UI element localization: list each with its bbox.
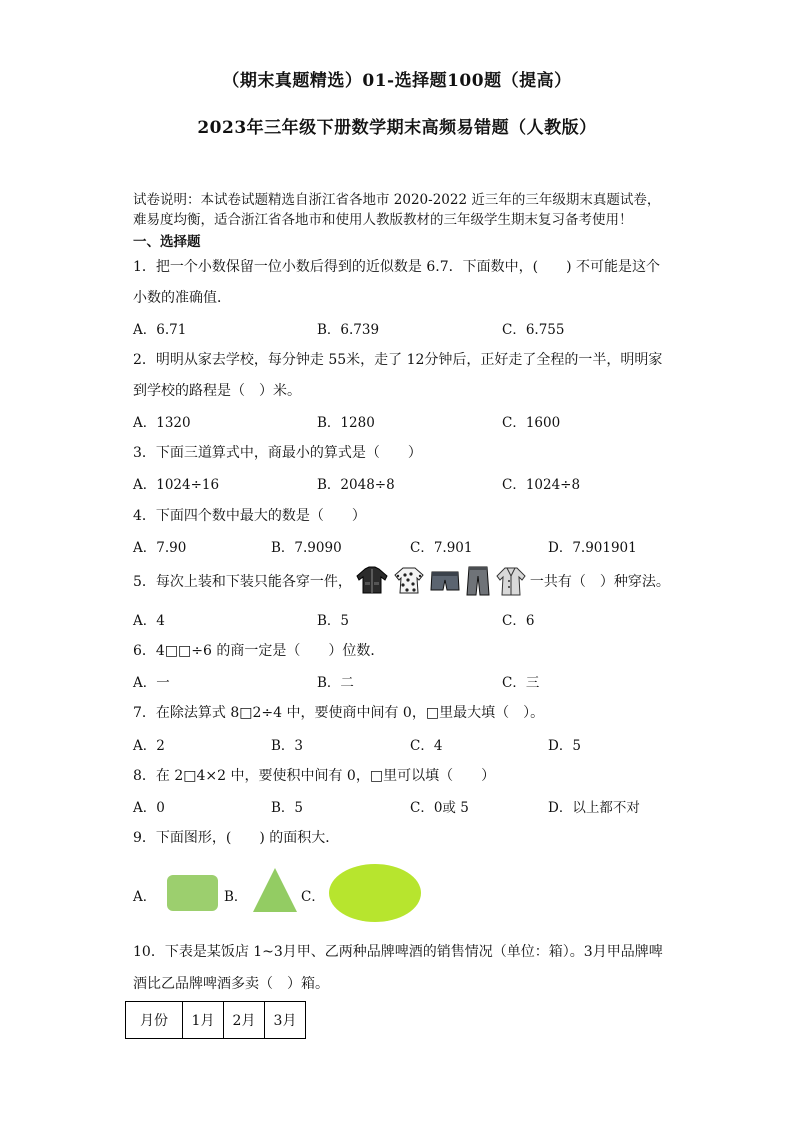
question-9-option-b[interactable]: B． <box>224 889 248 905</box>
question-6-option-a[interactable]: A．一 <box>133 675 170 691</box>
question-6-text: 6．4□□÷6 的商一定是（ ）位数． <box>133 643 385 659</box>
question-2-option-b[interactable]: B．1280 <box>317 415 375 431</box>
page-title-line2: 2023年三年级下册数学期末高频易错题（人教版） <box>197 118 597 138</box>
question-4-option-b[interactable]: B．7.9090 <box>271 540 342 556</box>
question-7-option-c[interactable]: C．4 <box>410 738 443 754</box>
jacket-icon <box>355 566 389 594</box>
table-row <box>126 1002 306 1039</box>
question-2-text-cont: 到学校的路程是（ ）米。 <box>133 383 301 399</box>
question-1-text-cont: 小数的准确值． <box>133 290 231 306</box>
question-4-text: 4．下面四个数中最大的数是（ ） <box>133 508 366 524</box>
question-5-option-a[interactable]: A．4 <box>133 613 165 629</box>
question-4-option-a[interactable]: A．7.90 <box>133 540 187 556</box>
question-5-option-c[interactable]: C．6 <box>502 613 535 629</box>
triangle-shape <box>252 867 298 913</box>
question-1-option-b[interactable]: B．6.739 <box>317 322 380 338</box>
table-header-cell: 1月 <box>183 1002 224 1039</box>
question-8-option-d[interactable]: D．以上都不对 <box>548 800 640 816</box>
question-2-option-c[interactable]: C．1600 <box>502 415 561 431</box>
coat-icon <box>495 566 527 596</box>
question-2-text: 2．明明从家去学校，每分钟走 55米，走了 12分钟后，正好走了全程的一半，明明家 <box>133 352 663 368</box>
table-header-cell: 3月 <box>265 1002 306 1039</box>
ellipse-shape <box>328 863 422 923</box>
shorts-icon <box>429 566 461 594</box>
table-header-cell: 月份 <box>126 1002 183 1039</box>
question-1-option-c[interactable]: C．6.755 <box>502 322 565 338</box>
question-1-option-a[interactable]: A．6.71 <box>133 322 187 338</box>
clothing-icons <box>355 566 527 596</box>
question-5-text-a: 5．每次上装和下装只能各穿一件， <box>133 574 352 590</box>
question-3-text: 3．下面三道算式中，商最小的算式是（ ） <box>133 445 422 461</box>
question-3-option-c[interactable]: C．1024÷8 <box>502 477 581 493</box>
table-header-cell: 2月 <box>224 1002 265 1039</box>
pants-icon <box>465 566 491 596</box>
polka-dot-top-icon <box>393 566 425 594</box>
question-7-option-b[interactable]: B．3 <box>271 738 304 754</box>
question-3-option-a[interactable]: A．1024÷16 <box>133 477 220 493</box>
question-7-option-a[interactable]: A．2 <box>133 738 165 754</box>
question-9-text: 9．下面图形，( ) 的面积大． <box>133 830 340 846</box>
question-8-option-b[interactable]: B．5 <box>271 800 304 816</box>
question-4-option-d[interactable]: D．7.901901 <box>548 540 637 556</box>
question-10-text: 10．下表是某饭店 1~3月甲、乙两种品牌啤酒的销售情况（单位：箱）。3月甲品牌啤 <box>133 944 663 960</box>
question-3-option-b[interactable]: B．2048÷8 <box>317 477 395 493</box>
question-6-option-c[interactable]: C．三 <box>502 675 540 691</box>
question-7-text: 7．在除法算式 8□2÷4 中，要使商中间有 0，□里最大填（ ）。 <box>133 705 545 721</box>
question-9-option-c[interactable]: C． <box>301 889 325 905</box>
question-5-option-b[interactable]: B．5 <box>317 613 350 629</box>
question-7-option-d[interactable]: D．5 <box>548 738 581 754</box>
question-8-option-a[interactable]: A．0 <box>133 800 165 816</box>
rectangle-shape <box>167 875 218 911</box>
page-title-line1: （期末真题精选）01-选择题100题（提高） <box>222 71 572 91</box>
question-8-option-c[interactable]: C．0或 5 <box>410 800 469 816</box>
question-10-text-cont: 酒比乙品牌啤酒多卖（ ）箱。 <box>133 976 329 992</box>
question-5-text <box>133 566 670 596</box>
question-6-option-b[interactable]: B．二 <box>317 675 354 691</box>
question-5-text-b: 一共有（ ）种穿法。 <box>529 574 670 590</box>
question-1-text: 1．把一个小数保留一位小数后得到的近似数是 6.7．下面数中，( ) 不可能是这个 <box>133 259 660 275</box>
question-2-option-a[interactable]: A．1320 <box>133 415 191 431</box>
intro-line-1: 试卷说明：本试卷试题精选自浙江省各地市 2020-2022 近三年的三年级期末真题试卷， <box>133 192 661 208</box>
sales-table <box>125 1001 306 1039</box>
question-4-option-c[interactable]: C．7.901 <box>410 540 473 556</box>
section-title: 一、选择题 <box>133 234 201 250</box>
question-8-text: 8．在 2□4×2 中，要使积中间有 0，□里可以填（ ） <box>133 768 496 784</box>
intro-line-2: 难易度均衡，适合浙江省各地市和使用人教版教材的三年级学生期末复习备考使用！ <box>133 212 633 228</box>
question-9-option-a[interactable]: A． <box>133 889 157 905</box>
